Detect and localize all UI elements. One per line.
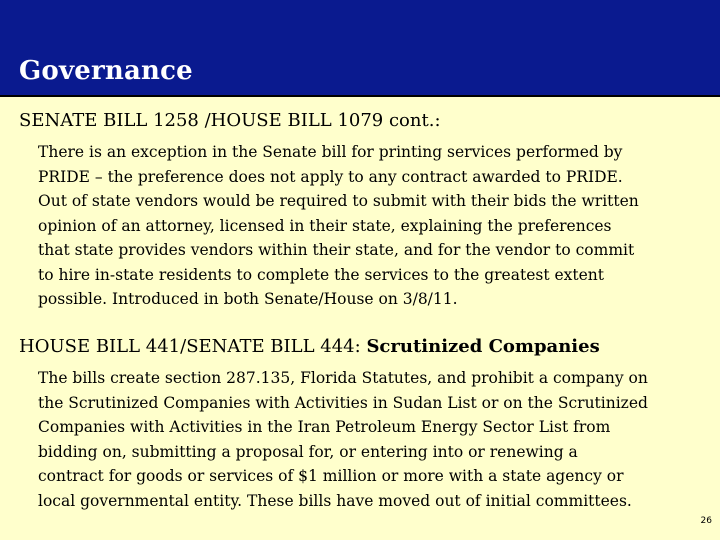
section-heading-house-bill-441 — [19, 336, 600, 358]
heading-bill-numbers: HOUSE BILL 441/SENATE BILL 444 — [19, 336, 355, 357]
paragraph-line: contract for goods or services of $1 million or more with a state agency or — [38, 467, 624, 485]
paragraph-line: There is an exception in the Senate bill for printing services performed by — [38, 143, 623, 161]
heading-topic: Scrutinized Companies — [366, 336, 600, 357]
paragraph-line: to hire in-state residents to complete the services to the greatest extent — [38, 265, 605, 284]
section-paragraph-senate-bill-1258 — [38, 140, 700, 312]
paragraph-line: Companies with Activities in the Iran Petroleum Energy Sector List from — [38, 418, 611, 436]
paragraph-line: opinion of an attorney, licensed in their state, explaining the preferences — [38, 216, 612, 235]
paragraph-line: local governmental entity. These bills have moved out of initial committees. — [38, 491, 632, 510]
paragraph-line: possible. Introduced in both Senate/House on 3/8/11. — [38, 290, 458, 308]
heading-separator: : — [354, 336, 367, 357]
paragraph-line: Out of state vendors would be required to submit with their bids the written — [38, 192, 639, 210]
section-heading-senate-bill-1258: SENATE BILL 1258 /HOUSE BILL 1079 cont.: — [19, 110, 441, 131]
paragraph-line: the Scrutinized Companies with Activities in Sudan List or on the Scrutinized — [38, 393, 648, 412]
paragraph-line: The bills create section 287.135, Florida Statutes, and prohibit a company on — [38, 369, 648, 387]
title-bar — [0, 0, 720, 97]
page-number: 26 — [700, 516, 712, 526]
section-paragraph-house-bill-441 — [38, 366, 700, 513]
slide-title: Governance — [19, 56, 193, 86]
paragraph-line: bidding on, submitting a proposal for, or entering into or renewing a — [38, 442, 578, 461]
paragraph-line: PRIDE – the preference does not apply to any contract awarded to PRIDE. — [38, 167, 623, 186]
paragraph-line: that state provides vendors within their state, and for the vendor to commit — [38, 241, 635, 259]
